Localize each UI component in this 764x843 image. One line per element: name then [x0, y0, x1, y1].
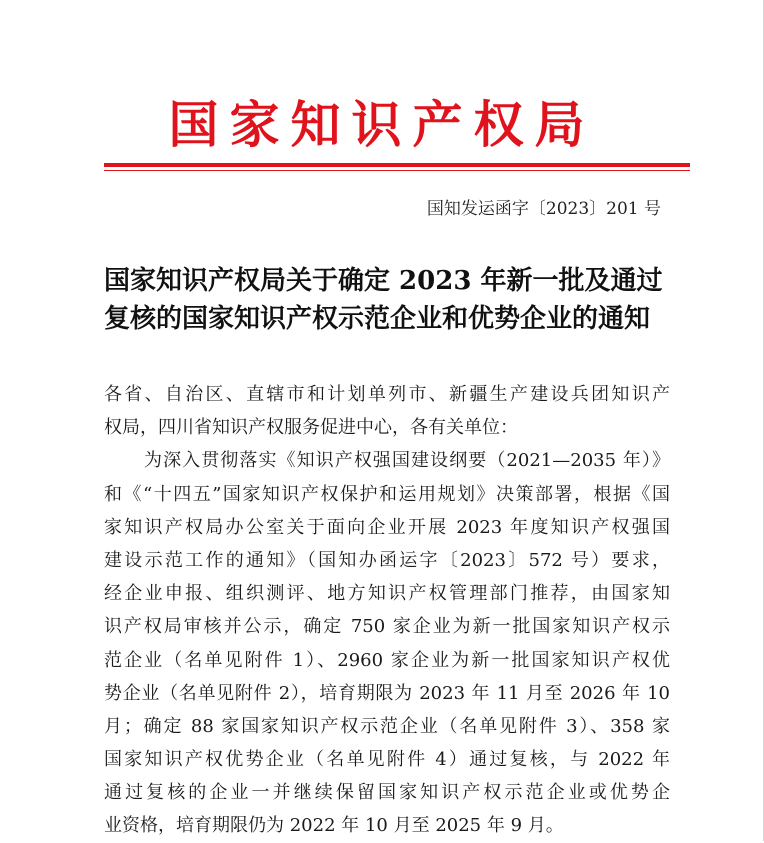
- addressee-line: 权局，四川省知识产权服务促进中心，各有关单位：: [104, 417, 518, 439]
- organization-header: 国家知识产权局: [168, 95, 596, 154]
- paragraph-line: 为深入贯彻落实《知识产权强国建设纲要（2021—2035 年）》: [144, 450, 670, 472]
- document-number: 国知发运函字〔2023〕201 号: [426, 199, 661, 219]
- document-title: [104, 262, 670, 338]
- paragraph-line: 建设示范工作的通知》（国知办函运字〔2023〕572 号）要求，: [104, 549, 670, 571]
- paragraph-line: 经企业申报、组织测评、地方知识产权管理部门推荐，由国家知: [104, 583, 670, 605]
- red-header-rule: [104, 163, 690, 167]
- paragraph-line: 月；确定 88 家国家知识产权示范企业（名单见附件 3）、358 家: [104, 715, 670, 737]
- paragraph-line: 范企业（名单见附件 1）、2960 家企业为新一批国家知识产权优: [104, 649, 670, 671]
- title-line: 复核的国家知识产权示范企业和优势企业的通知: [104, 304, 651, 334]
- paragraph-line: 势企业（名单见附件 2），培育期限为 2023 年 11 月至 2026 年 10: [104, 682, 670, 704]
- red-header-rule-thin: [104, 170, 690, 171]
- paragraph-line: 识产权局审核并公示，确定 750 家企业为新一批国家知识产权示: [104, 616, 670, 638]
- paragraph-line: 家知识产权局办公室关于面向企业开展 2023 年度知识产权强国: [104, 516, 670, 538]
- paragraph-line: 业资格，培育期限仍为 2022 年 10 月至 2025 年 9 月。: [104, 815, 564, 837]
- paragraph-line: 通过复核的企业一并继续保留国家知识产权示范企业或优势企: [104, 782, 670, 804]
- paragraph-line: 和《“十四五”国家知识产权保护和运用规划》决策部署，根据《国: [104, 483, 670, 505]
- paragraph-line: 国家知识产权优势企业（名单见附件 4）通过复核，与 2022 年: [104, 749, 670, 771]
- addressee-line: 各省、自治区、直辖市和计划单列市、新疆生产建设兵团知识产: [104, 384, 670, 405]
- title-line: 国家知识产权局关于确定 2023 年新一批及通过: [104, 266, 663, 296]
- document-body: [104, 378, 670, 843]
